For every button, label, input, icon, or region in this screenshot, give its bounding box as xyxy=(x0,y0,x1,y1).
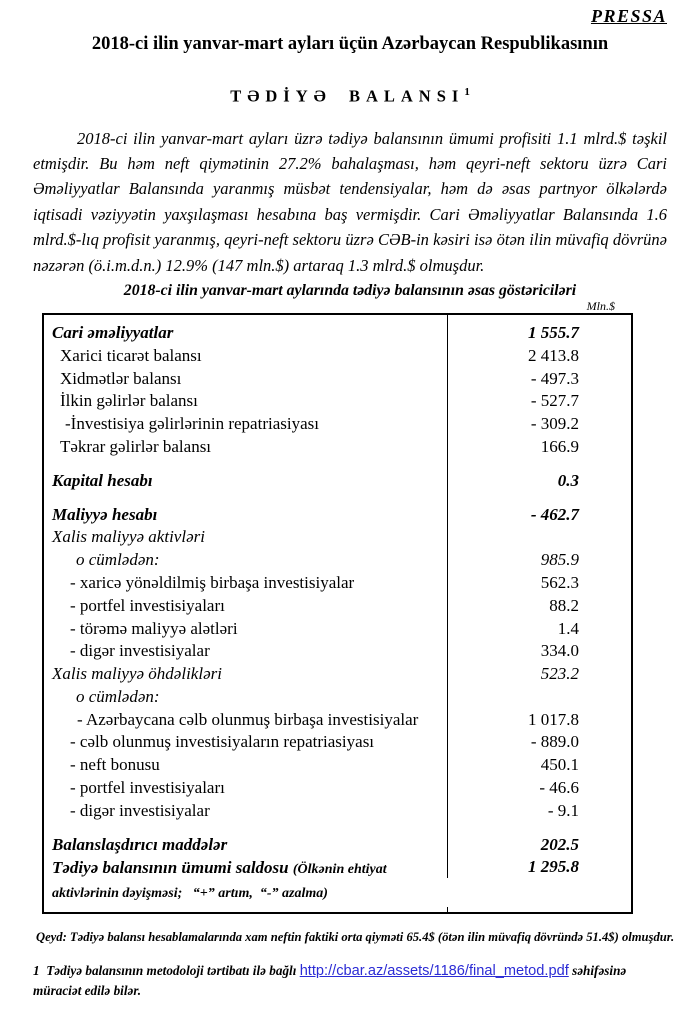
row-label: Xidmətlər balansı xyxy=(60,368,182,388)
row-label: Xalis maliyyə aktivləri xyxy=(52,527,205,547)
unit-label: Mln.$ xyxy=(586,298,615,313)
row-label: o cümlədən: xyxy=(76,686,160,706)
row-label: Tədiyə balansının ümumi saldosu (Ölkənin ehtiyat aktivlərinin dəyişməsi; “+” artım, “-” azalma) xyxy=(52,858,387,902)
row-value xyxy=(447,460,631,471)
row-label: - neft bonusu xyxy=(70,755,160,775)
heading-footnote-ref: 1 xyxy=(464,86,470,98)
row-label: Kapital hesabı xyxy=(52,470,153,490)
footnote-link[interactable]: http://cbar.az/assets/1186/final_metod.pdf xyxy=(299,963,569,979)
row-label: o cümlədən: xyxy=(76,550,160,570)
row-value: 523.2 xyxy=(447,664,631,687)
row-label: - törəmə maliyyə alətləri xyxy=(70,618,238,638)
row-value: 88.2 xyxy=(447,596,631,619)
table-row xyxy=(44,315,631,323)
intro-paragraph: 2018-ci ilin yanvar-mart ayları üzrə tədiyə balansının ümumi profisiti 1.1 mlrd.$ təşkil etmişdir. Bu həm neft qiymətinin 27.2% bahalaşması, həm qeyri-neft sektoru üzrə Cari Əməliyyatlar Balansında yaranmış müsbət tendensiyalar, həm də əsas partnyor ölkələrdə iqtisadi vəziyyətin yaxşılaşması hesabına baş vermişdir. Cari Əməliyyatlar Balansında 1.6 mlrd.$-lıq profisit yaranmış, qeyri-neft sektoru üzrə CƏB-in kəsiri isə ötən ilin müvafiq dövrünə nəzərən (ö.i.m.d.n.) 12.9% (147 mln.$) artaraq 1.3 mlrd.$ olmuşdur. xyxy=(33,128,667,275)
row-label: İlkin gəlirlər balansı xyxy=(60,391,198,411)
table-row xyxy=(44,527,631,550)
row-label xyxy=(44,494,447,505)
row-value: 1.4 xyxy=(447,619,631,642)
row-value: - 497.3 xyxy=(447,369,631,392)
table-row xyxy=(44,732,631,755)
table-row xyxy=(44,323,631,346)
table-row xyxy=(44,346,631,369)
row-value: - 527.7 xyxy=(447,391,631,414)
row-value: 166.9 xyxy=(447,437,631,460)
row-label xyxy=(44,907,447,912)
row-label: - portfel investisiyaları xyxy=(70,595,225,615)
note-text: Qeyd: Tədiyə balansı hesablamalarında xam neftin faktiki orta qiyməti 65.4$ (ötən ilin müvafiq dövründə 51.4$) olmuşdur. xyxy=(36,930,675,945)
row-value: 1 017.8 xyxy=(447,710,631,733)
row-value: - 46.6 xyxy=(447,778,631,801)
table-title: 2018-ci ilin yanvar-mart aylarında tədiyə balansının əsas göstəriciləri xyxy=(123,281,577,299)
table-row xyxy=(44,596,631,619)
table-row xyxy=(44,619,631,642)
table-row xyxy=(44,778,631,801)
row-value xyxy=(447,687,631,710)
row-value: 0.3 xyxy=(447,471,631,494)
row-value: 1 555.7 xyxy=(447,323,631,346)
row-value: 2 413.8 xyxy=(447,346,631,369)
row-value: 562.3 xyxy=(447,573,631,596)
row-value: 202.5 xyxy=(447,835,631,858)
footnote-text-before: Tədiyə balansının metodoloji tərtibatı ilə bağlı xyxy=(46,963,297,978)
row-label: - portfel investisiyaları xyxy=(70,778,225,798)
row-value: 450.1 xyxy=(447,755,631,778)
row-value xyxy=(447,907,631,912)
row-label: - xaricə yönəldilmiş birbaşa investisiyalar xyxy=(70,572,355,592)
footnote-marker: 1 xyxy=(33,963,40,978)
row-value: 334.0 xyxy=(447,641,631,664)
table-row xyxy=(44,664,631,687)
row-label: - cəlb olunmuş investisiyaların repatriasiyası xyxy=(70,732,375,752)
table-row xyxy=(44,755,631,778)
table-row xyxy=(44,573,631,596)
row-label: Təkrar gəlirlər balansı xyxy=(60,436,212,456)
pressa-label: PRESSA xyxy=(590,6,667,26)
row-label: Maliyyə hesabı xyxy=(52,504,158,524)
row-value: - 889.0 xyxy=(447,732,631,755)
document-heading: TƏDİYƏ BALANSI$^1$ xyxy=(230,86,470,106)
table-row xyxy=(44,505,631,528)
row-value: 985.9 xyxy=(447,550,631,573)
row-label: - digər investisiyalar xyxy=(70,641,210,661)
table-row xyxy=(44,550,631,573)
row-label: - Azərbaycana cəlb olunmuş birbaşa investisiyalar xyxy=(77,709,419,729)
table-row xyxy=(44,391,631,414)
footnote xyxy=(33,961,672,1000)
row-label: Cari əməliyyatlar xyxy=(52,322,174,342)
row-label xyxy=(44,460,447,471)
table-row xyxy=(44,494,631,505)
table-row xyxy=(44,801,631,824)
row-label: -İnvestisiya gəlirlərinin repatriasiyası xyxy=(65,414,319,434)
row-value xyxy=(447,494,631,505)
row-value: - 9.1 xyxy=(447,801,631,824)
row-label: Xalis maliyyə öhdəlikləri xyxy=(52,664,222,684)
document-title: 2018-ci ilin yanvar-mart ayları üçün Azərbaycan Respublikasının xyxy=(91,34,609,54)
table-row xyxy=(44,460,631,471)
row-label xyxy=(44,824,447,835)
table-row xyxy=(44,857,631,907)
table-row xyxy=(44,835,631,858)
row-value xyxy=(447,527,631,550)
row-value xyxy=(447,315,631,323)
table-row xyxy=(44,824,631,835)
table-row xyxy=(44,437,631,460)
row-value: 1 295.8 xyxy=(447,857,631,878)
row-label: Xarici ticarət balansı xyxy=(60,345,202,365)
table-row xyxy=(44,471,631,494)
table-row xyxy=(44,641,631,664)
row-value: - 462.7 xyxy=(447,505,631,528)
table-row xyxy=(44,710,631,733)
row-value xyxy=(447,824,631,835)
row-label: - digər investisiyalar xyxy=(70,800,210,820)
row-label xyxy=(44,315,447,323)
balance-table xyxy=(42,313,633,915)
row-label: Balanslaşdırıcı maddələr xyxy=(52,834,228,854)
table-row xyxy=(44,907,631,912)
footnote-text-after: səhifəsinə müraciət edilə bilər. xyxy=(33,963,627,998)
row-value: - 309.2 xyxy=(447,414,631,437)
table-row xyxy=(44,369,631,392)
table-row xyxy=(44,687,631,710)
table-row xyxy=(44,414,631,437)
